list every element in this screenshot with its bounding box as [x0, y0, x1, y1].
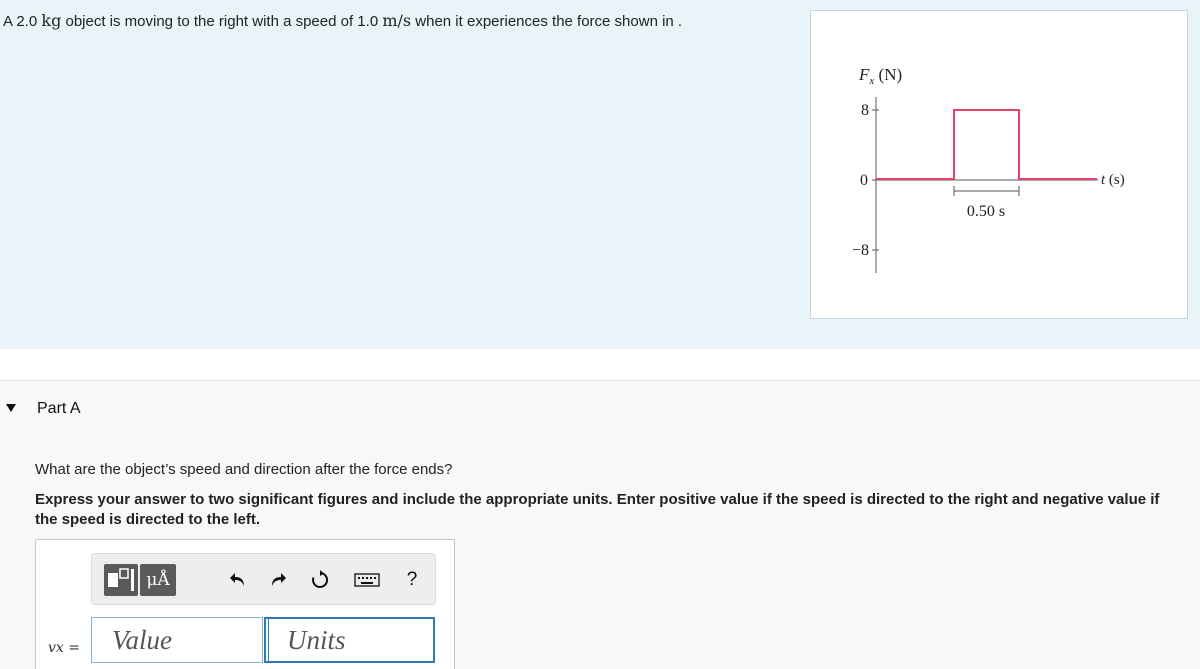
units-input[interactable] [264, 617, 435, 663]
templates-button[interactable] [104, 564, 138, 596]
problem-statement [3, 11, 682, 30]
help-button[interactable] [398, 564, 426, 596]
y-axis-label: $F_x$ (N) [859, 65, 903, 87]
force-graph [811, 11, 1189, 320]
y-tick-label-zero: 0 [860, 172, 868, 189]
part-title: Part A [37, 400, 81, 417]
mass-unit: kg [41, 11, 62, 30]
y-tick-label-bottom: −8 [851, 242, 869, 259]
value-input[interactable] [91, 617, 263, 663]
answer-box [35, 539, 455, 669]
x-axis-label: t (s) [1101, 172, 1125, 188]
part-a-body [0, 435, 1200, 669]
variable-label: vx = [48, 640, 80, 656]
problem-text-1: A 2.0 [3, 13, 42, 30]
units-button[interactable] [140, 564, 176, 596]
math-toolbar [91, 553, 436, 605]
problem-text-3: when it experiences the force shown in . [411, 13, 683, 30]
undo-icon [229, 571, 247, 589]
question-text: What are the object’s speed and direction after the force ends? [35, 461, 453, 478]
part-a-header[interactable] [0, 380, 1200, 435]
force-graph-figure [810, 10, 1188, 319]
undo-button[interactable] [224, 564, 252, 596]
instructions-text: Express your answer to two significant figures and include the appropriate units. Enter positive value if the speed is directed to the right and negative value if the speed is directed to the left. [35, 491, 1160, 528]
reset-button[interactable] [306, 564, 334, 596]
reset-icon [310, 570, 330, 590]
y-tick-label-top: 8 [861, 102, 869, 119]
problem-text-2: object is moving to the right with a speed of 1.0 [61, 13, 383, 30]
spacer [0, 349, 1200, 379]
speed-unit: m/s [382, 11, 412, 30]
keyboard-icon [354, 572, 380, 588]
force-pulse-line [876, 110, 1097, 179]
redo-button[interactable] [264, 564, 292, 596]
help-icon: ? [406, 569, 418, 590]
caret-down-icon[interactable] [6, 404, 16, 412]
units-icon: μÅ [146, 570, 170, 590]
duration-label: 0.50 s [966, 203, 1006, 220]
keyboard-button[interactable] [350, 564, 384, 596]
templates-icon [104, 564, 138, 596]
redo-icon [269, 571, 287, 589]
